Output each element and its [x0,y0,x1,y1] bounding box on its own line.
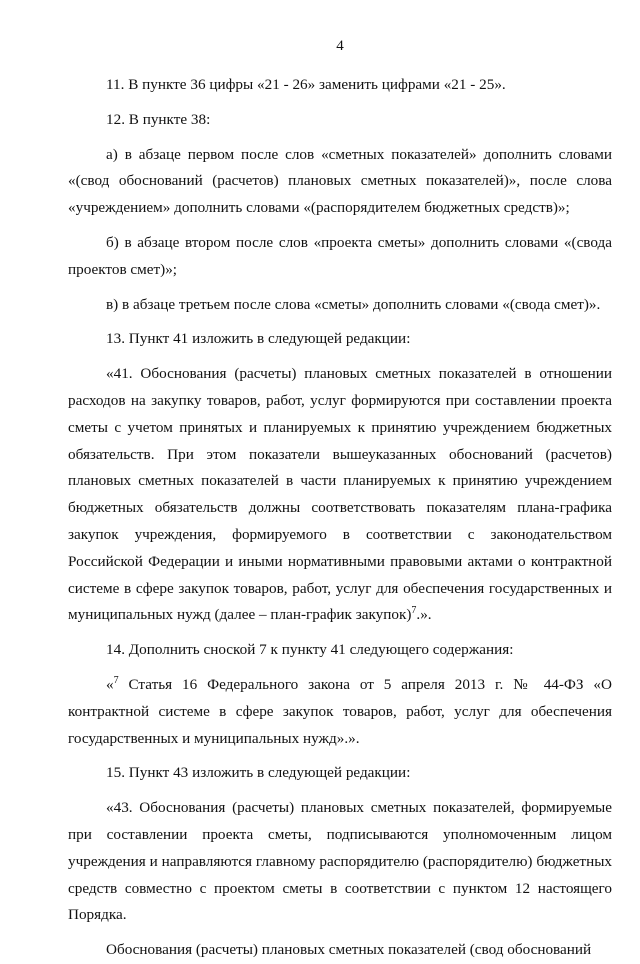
paragraph-item-11: 11. В пункте 36 цифры «21 - 26» заменить цифрами «21 - 25». [106,76,506,93]
paragraph-continuation: Обоснования (расчеты) плановых сметных показателей (свод обоснований [106,941,592,959]
page-number: 4 [336,38,344,54]
footnote-marker: 7 [411,605,417,617]
paragraph-subitem-b: б) в абзаце втором после слов «проекта сметы» дополнить словами «(свода проектов смет)»; [68,233,612,278]
paragraph-footnote-7: «$^7$ Статья 16 Федерального закона от 5 апреля 2013 г. № 44-ФЗ «О контрактной системе в сфере закупок товаров, работ, услуг для обеспечения государственных и муниципальных нужд».». [68,674,612,747]
paragraph-clause-43: «43. Обоснования (расчеты) плановых сметных показателей, формируемые при составлении проекта сметы, подписываются уполномоченным лицом учреждения и направляются главному распорядителю (распорядителю) бюджетных средств совместно с проектом сметы в соответствии с пунктом 12 настоящего Порядка. [68,799,612,924]
paragraph-subitem-v: в) в абзаце третьем после слова «сметы» дополнить словами «(свода смет)». [106,295,601,313]
paragraph-item-13: 13. Пункт 41 изложить в следующей редакции: [106,330,411,348]
paragraph-item-12: 12. В пункте 38: [106,110,211,128]
footnote-marker: 7 [113,674,119,686]
paragraph-clause-41: «41. Обоснования (расчеты) плановых сметных показателей в отношении расходов на закупку товаров, работ, услуг формируются при составлении проекта сметы с учетом принятых и планируемых к принятию учреждением бюджетных обязательств. При этом показатели вышеуказанных обоснований (расчетов) плановых сметных показателей в части планируемых к принятию учреждением бюджетных обязательств должны соответствовать показателям плана-графика закупок учреждения, формируемого в соответствии с законодательством Российской Федерации и иными нормативными правовыми актами о контрактной системе в сфере закупок товаров, работ, услуг для обеспечения государственных и муниципальных нужд (далее – план-график закупок)$^7$.». [68,365,612,624]
paragraph-item-14: 14. Дополнить сноской 7 к пункту 41 следующего содержания: [106,641,514,659]
paragraph-item-15: 15. Пункт 43 изложить в следующей редакции: [106,764,411,782]
paragraph-subitem-a: а) в абзаце первом после слов «сметных показателей» дополнить словами «(свод обоснований (расчетов) плановых сметных показателей)», после слова «учреждением» дополнить словами «(распорядителем бюджетных средств)»; [68,145,612,217]
